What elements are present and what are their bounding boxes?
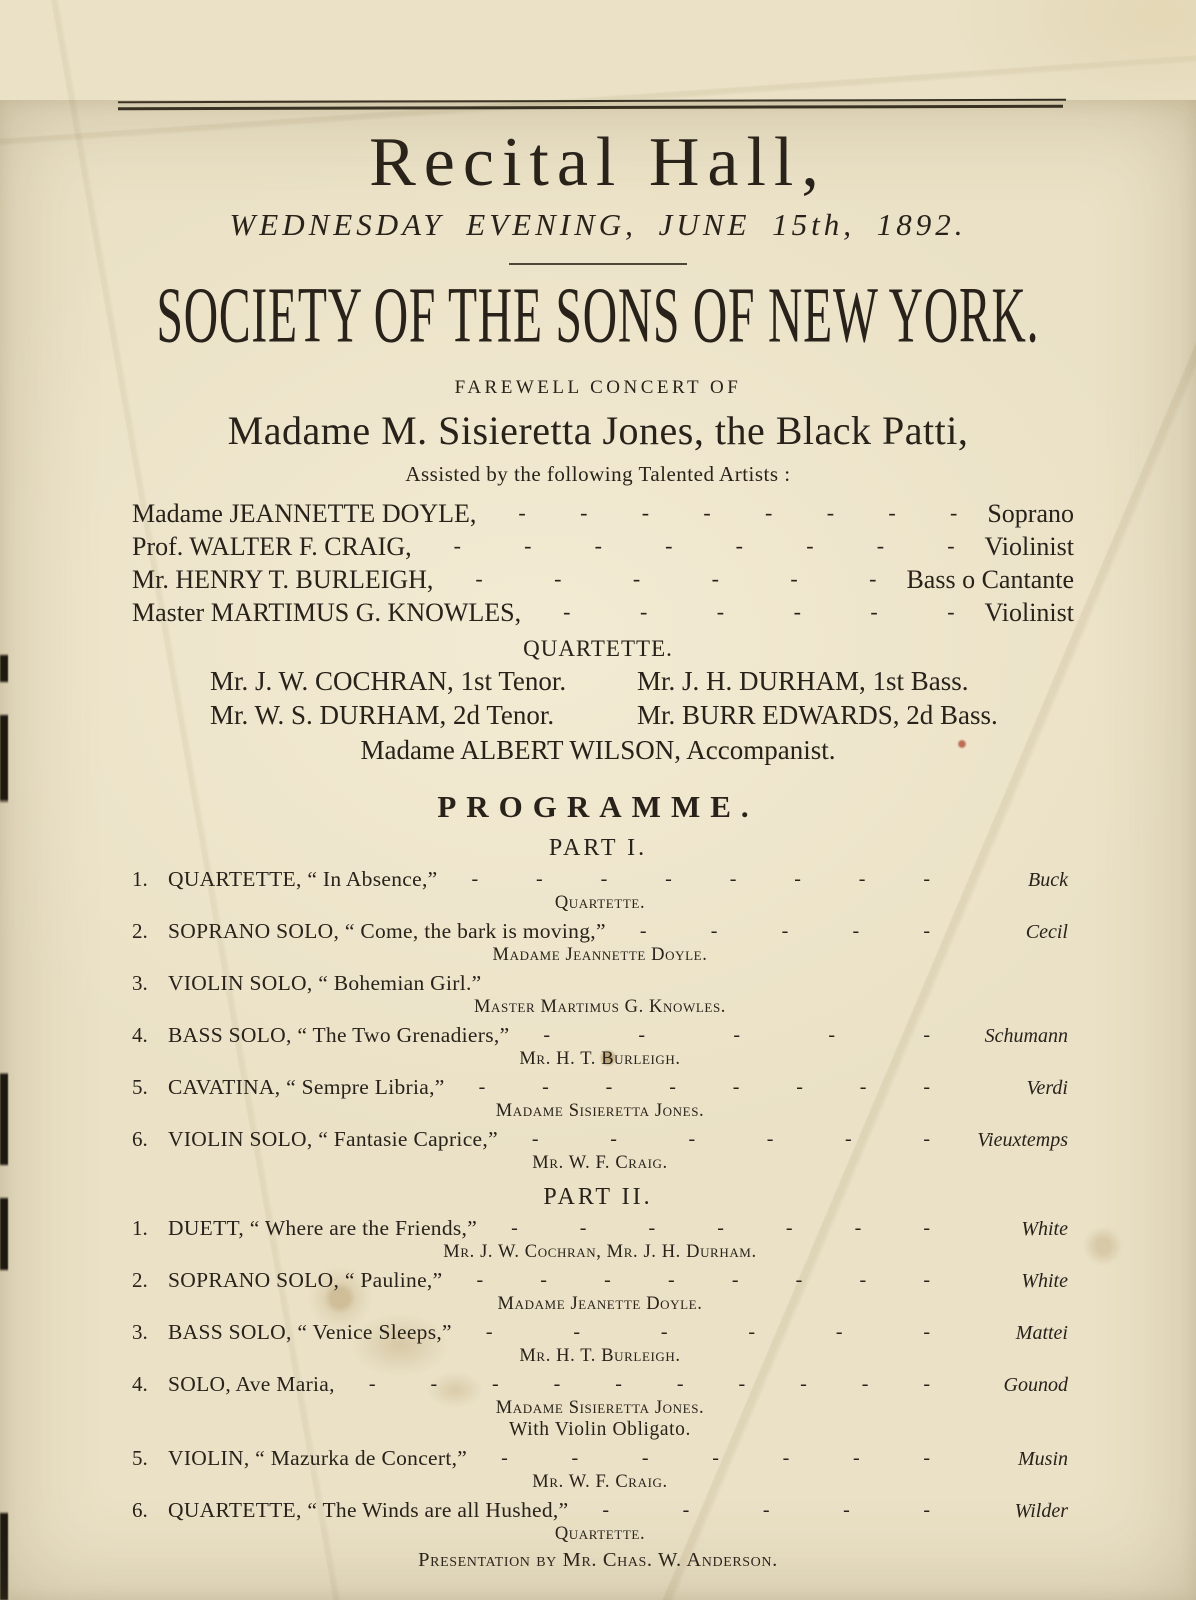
quartette-heading: QUARTETTE.: [523, 635, 673, 661]
programme-heading: PROGRAMME.: [437, 788, 759, 824]
programme-item: [132, 1446, 1068, 1493]
item-performer: Quartette.: [554, 892, 646, 913]
dash-leader: [482, 974, 956, 992]
item-title: VIOLIN SOLO, “ Fantasie Caprice,”: [168, 1126, 498, 1151]
item-composer: Schumann: [984, 1024, 1068, 1047]
assisted-by-line: Assisted by the following Talented Artists :: [405, 461, 791, 486]
item-composer: Buck: [1028, 868, 1068, 891]
item-performer: Mr. H. T. Burleigh.: [519, 1345, 681, 1366]
artist-role: Soprano: [987, 498, 1074, 528]
concert-type-label: FAREWELL CONCERT OF: [454, 376, 742, 398]
item-number: 5.: [132, 1074, 148, 1099]
quartette-member-list: [132, 664, 1071, 732]
dash-leader: - - - - - - - -: [476, 1271, 930, 1289]
headliner-name: Madame M. Sisieretta Jones, the Black Patti,: [227, 407, 969, 453]
dash-leader: - - - - - - -: [511, 1219, 930, 1237]
item-number: 3.: [132, 970, 148, 995]
quartette-member: Mr. J. H. DURHAM, 1st Bass.: [637, 665, 969, 696]
artist-role: Bass o Cantante: [906, 564, 1074, 594]
artist-row: [132, 563, 1074, 596]
society-title: SOCIETY OF THE SONS OF NEW YORK.: [156, 272, 1040, 360]
programme-item: [132, 1498, 1068, 1545]
torn-left-edge: [0, 100, 8, 1600]
rule-line-bottom: [118, 105, 1063, 110]
programme-item: [132, 1023, 1068, 1070]
dash-leader: - - - - - -: [485, 1323, 930, 1341]
item-composer: Vieuxtemps: [977, 1128, 1068, 1151]
quartette-member: Mr. J. W. COCHRAN, 1st Tenor.: [210, 665, 567, 696]
item-title: VIOLIN SOLO, “ Bohemian Girl.”: [168, 970, 482, 995]
programme-item: [132, 1372, 1068, 1441]
artist-list: [132, 497, 1074, 629]
dash-leader: - - - - - - -: [501, 1449, 930, 1467]
item-title: SOPRANO SOLO, “ Pauline,”: [168, 1267, 443, 1292]
item-composer: White: [1021, 1269, 1068, 1292]
artist-role: Violinist: [984, 597, 1074, 627]
dash-leader: - - - - - - - -: [478, 1078, 930, 1096]
dash-leader: - - - - - -: [531, 1130, 930, 1148]
item-composer: Verdi: [1026, 1076, 1068, 1099]
artist-row: [132, 596, 1074, 629]
item-composer: Cecil: [1025, 920, 1068, 943]
artist-name: Prof. WALTER F. CRAIG,: [132, 531, 412, 561]
item-title: SOLO, Ave Maria,: [168, 1371, 335, 1396]
dash-leader: - - - - -: [639, 922, 930, 940]
dash-leader: - - - - - -: [563, 602, 955, 622]
item-performer: Master Martimus G. Knowles.: [474, 996, 726, 1017]
item-performer: Quartette.: [554, 1523, 646, 1544]
item-title: QUARTETTE, “ In Absence,”: [168, 866, 438, 891]
double-rule: [118, 99, 1066, 110]
event-date: WEDNESDAY EVENING, JUNE 15th, 1892.: [229, 206, 967, 242]
item-number: 2.: [132, 918, 148, 943]
quartette-row: [132, 664, 1071, 698]
item-performer: Mr. W. F. Craig.: [532, 1471, 668, 1492]
item-title: VIOLIN, “ Mazurka de Concert,”: [168, 1445, 468, 1470]
dash-leader: - - - - -: [602, 1501, 930, 1519]
programme-item: [132, 1216, 1068, 1263]
item-number: 4.: [132, 1022, 148, 1047]
part-2-items: [132, 1216, 1068, 1545]
item-number: 1.: [132, 866, 148, 891]
dash-leader: - - - - - - - -: [471, 870, 930, 888]
artist-row: [132, 497, 1074, 530]
programme-item: [132, 867, 1068, 914]
artist-role: Violinist: [984, 531, 1074, 561]
item-composer: Mattei: [1015, 1321, 1068, 1344]
item-number: 6.: [132, 1497, 148, 1522]
programme-item: [132, 971, 1068, 1018]
item-performer: Mr. W. F. Craig.: [532, 1152, 668, 1173]
programme-item: [132, 1320, 1068, 1367]
item-title: BASS SOLO, “ The Two Grenadiers,”: [168, 1022, 510, 1047]
item-number: 5.: [132, 1445, 148, 1470]
item-number: 1.: [132, 1215, 148, 1240]
item-title: CAVATINA, “ Sempre Libria,”: [168, 1074, 445, 1099]
item-title: QUARTETTE, “ The Winds are all Hushed,”: [168, 1497, 569, 1522]
artist-row: [132, 530, 1074, 563]
item-performer: Madame Sisieretta Jones.: [495, 1100, 705, 1121]
dash-leader: - - - - - - - -: [518, 503, 958, 523]
item-performer: Mr. J. W. Cochran, Mr. J. H. Durham.: [443, 1241, 757, 1262]
programme-item: [132, 1127, 1068, 1174]
item-performer: Madame Sisieretta Jones.: [495, 1397, 705, 1418]
item-composer: Gounod: [1003, 1373, 1068, 1396]
dash-leader: - - - - - - - -: [453, 536, 955, 556]
item-composer: White: [1021, 1217, 1068, 1240]
item-number: 4.: [132, 1371, 148, 1396]
presentation-line: Presentation by Mr. Chas. W. Anderson.: [418, 1548, 778, 1571]
artist-name: Master MARTIMUS G. KNOWLES,: [132, 597, 522, 627]
item-performer: Mr. H. T. Burleigh.: [519, 1048, 681, 1069]
item-title: DUETT, “ Where are the Friends,”: [168, 1215, 478, 1240]
programme-item: [132, 919, 1068, 966]
dash-leader: - - - - -: [543, 1026, 930, 1044]
quartette-row: [132, 698, 1071, 732]
item-composer: Wilder: [1014, 1499, 1068, 1522]
programme-item: [132, 1268, 1068, 1315]
quartette-member: Mr. BURR EDWARDS, 2d Bass.: [637, 699, 998, 730]
program-page: [0, 100, 1196, 1600]
part-1-title: PART I.: [548, 834, 648, 861]
item-performer-note: With Violin Obligato.: [509, 1418, 691, 1440]
item-title: SOPRANO SOLO, “ Come, the bark is moving,”: [168, 918, 606, 943]
item-number: 2.: [132, 1267, 148, 1292]
item-performer: Madame Jeannette Doyle.: [492, 944, 708, 965]
artist-name: Madame JEANNETTE DOYLE,: [132, 498, 477, 528]
venue-title: Recital Hall,: [369, 124, 827, 201]
item-number: 3.: [132, 1319, 148, 1344]
artist-name: Mr. HENRY T. BURLEIGH,: [132, 564, 434, 594]
item-number: 6.: [132, 1126, 148, 1151]
programme-item: [132, 1075, 1068, 1122]
item-title: BASS SOLO, “ Venice Sleeps,”: [168, 1319, 452, 1344]
item-composer: Musin: [1018, 1447, 1068, 1470]
part-2-title: PART II.: [543, 1183, 653, 1210]
dash-leader: - - - - - - - - - -: [368, 1375, 930, 1393]
accompanist-line: Madame ALBERT WILSON, Accompanist.: [360, 734, 836, 765]
part-1-items: [132, 867, 1068, 1174]
item-performer: Madame Jeanette Doyle.: [497, 1293, 703, 1314]
quartette-member: Mr. W. S. DURHAM, 2d Tenor.: [210, 699, 555, 730]
dash-leader: - - - - - -: [475, 569, 877, 589]
rule-line-top: [118, 99, 1066, 103]
